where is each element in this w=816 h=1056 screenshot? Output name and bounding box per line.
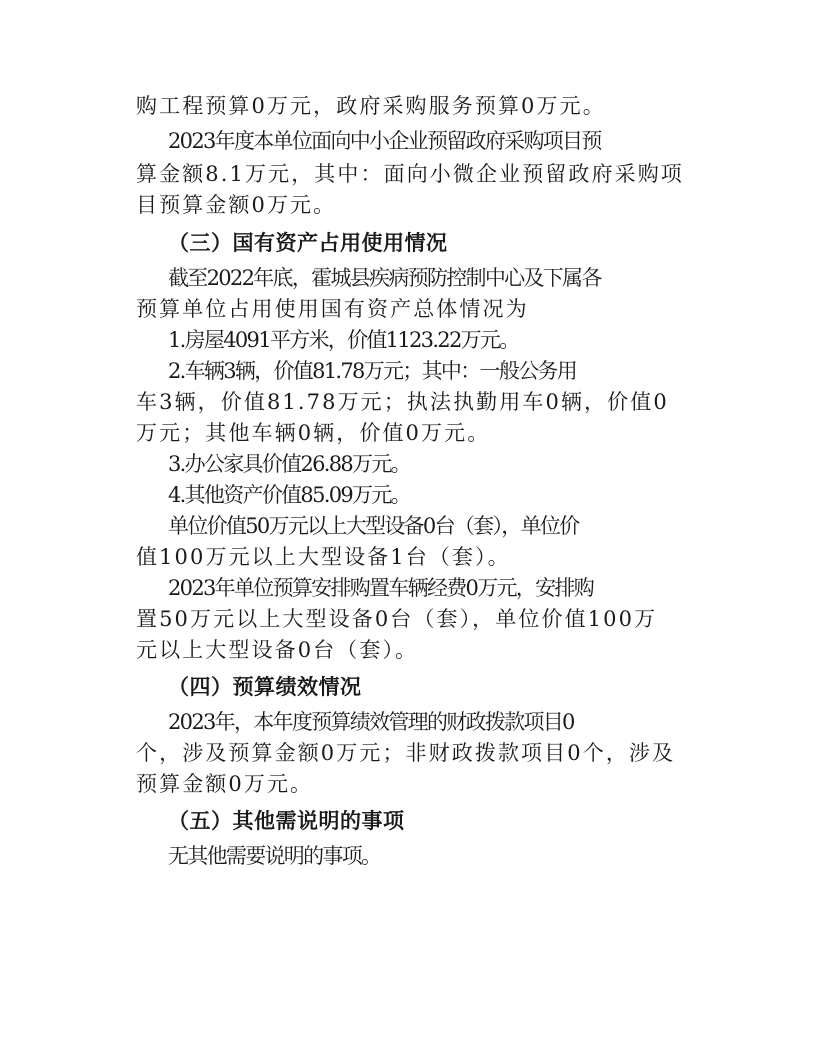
section-heading-performance: （四）预算绩效情况	[168, 675, 362, 699]
paragraph-line: 截至2022年底，霍城县疾病预防控制中心及下属各	[168, 266, 601, 290]
paragraph-line: 算金额8.1万元，其中：面向小微企业预留政府采购项	[136, 162, 684, 186]
list-item-other-assets: 4.其他资产价值85.09万元。	[168, 483, 410, 507]
paragraph-line: 值100万元以上大型设备1台（套）。	[136, 545, 511, 569]
paragraph-line: 2023年度本单位面向中小企业预留政府采购项目预	[168, 129, 601, 153]
paragraph-line: 置50万元以上大型设备0台（套），单位价值100万	[136, 607, 658, 631]
paragraph-line: 万元；其他车辆0辆，价值0万元。	[136, 421, 491, 445]
section-heading-assets: （三）国有资产占用使用情况	[168, 231, 448, 255]
paragraph-line: 无其他需要说明的事项。	[168, 844, 381, 868]
paragraph-line: 2023年单位预算安排购置车辆经费0万元，安排购	[168, 576, 594, 600]
paragraph-line: 预算单位占用使用国有资产总体情况为	[136, 297, 529, 321]
section-heading-other: （五）其他需说明的事项	[168, 809, 405, 833]
list-item-vehicles: 2.车辆3辆，价值81.78万元；其中：一般公务用	[168, 359, 577, 383]
paragraph-line: 目预算金额0万元。	[136, 193, 337, 217]
paragraph-line: 2023年，本年度预算绩效管理的财政拨款项目0	[168, 710, 574, 734]
list-item-furniture: 3.办公家具价值26.88万元。	[168, 452, 410, 476]
paragraph-line: 单位价值50万元以上大型设备0台（套），单位价	[168, 514, 579, 538]
list-item-housing: 1.房屋4091平方米，价值1123.22万元。	[168, 328, 519, 352]
paragraph-line: 元以上大型设备0台（套）。	[136, 638, 419, 662]
paragraph-line: 购工程预算0万元，政府采购服务预算0万元。	[136, 94, 606, 118]
paragraph-line: 个，涉及预算金额0万元；非财政拨款项目0个，涉及	[136, 741, 676, 765]
paragraph-line: 预算金额0万元。	[136, 772, 314, 796]
paragraph-line: 车3辆，价值81.78万元；执法执勤用车0辆，价值0	[136, 390, 669, 414]
